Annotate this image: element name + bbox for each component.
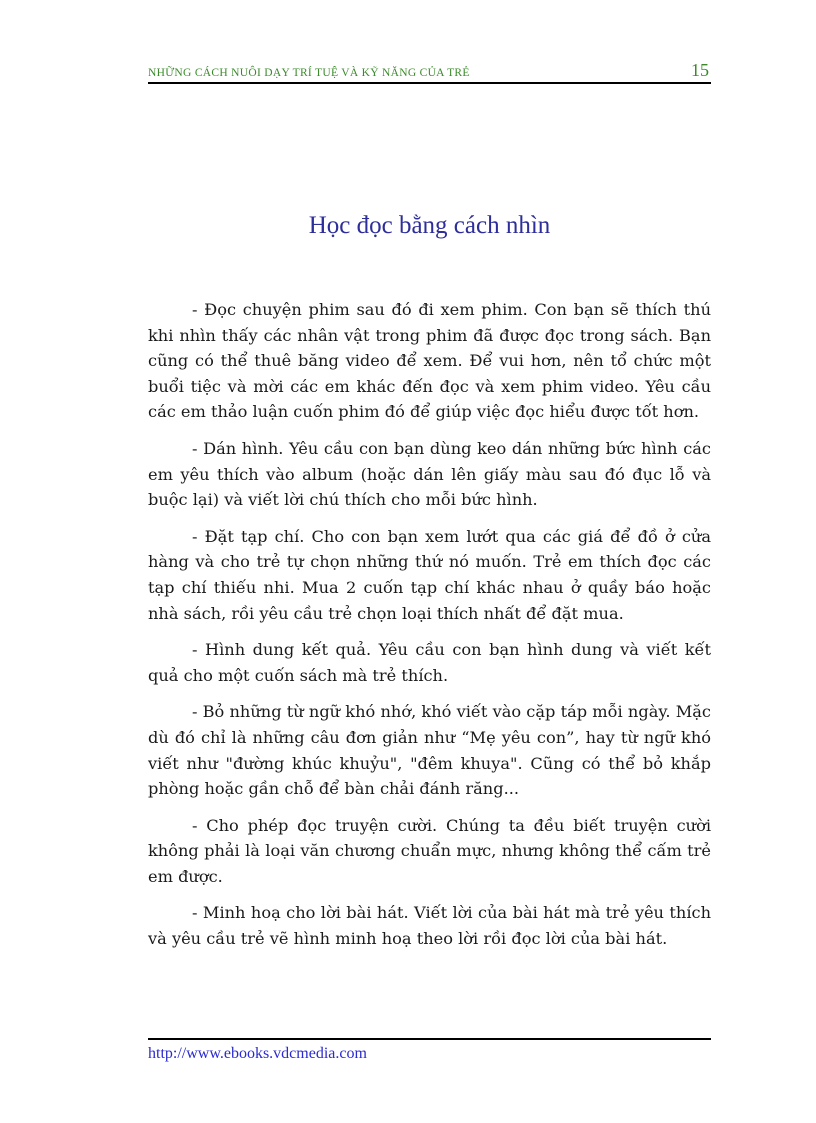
body-text xyxy=(148,297,711,963)
footer-link[interactable]: http://www.ebooks.vdcmedia.com xyxy=(148,1045,367,1062)
paragraph: - Cho phép đọc truyện cười. Chúng ta đều biết truyện cười không phải là loại văn chương chuẩn mực, nhưng không thể cấm trẻ em được. xyxy=(148,815,711,886)
paragraph: - Đặt tạp chí. Cho con bạn xem lướt qua các giá để đồ ở cửa hàng và cho trẻ tự chọn những thứ nó muốn. Trẻ em thích đọc các tạp chí thiếu nhi. Mua 2 cuốn tạp chí khác nhau ở quầy báo hoặc nhà sách, rồi yêu cầu trẻ chọn loại thích nhất để đặt mua. xyxy=(148,526,711,623)
page-number: 15 xyxy=(691,60,709,80)
section-title: Học đọc bằng cách nhìn xyxy=(308,212,551,239)
footer-divider xyxy=(148,1038,711,1040)
paragraph: - Dán hình. Yêu cầu con bạn dùng keo dán những bức hình các em yêu thích vào album (hoặc dán lên giấy màu sau đó đục lỗ và buộc lại) và viết lời chú thích cho mỗi bức hình. xyxy=(148,438,711,510)
running-header xyxy=(148,58,711,84)
book-title: NHỮNG CÁCH NUÔI DẠY TRÍ TUỆ VÀ KỸ NĂNG CỦA TRẺ xyxy=(148,67,470,79)
paragraph: - Hình dung kết quả. Yêu cầu con bạn hình dung và viết kết quả cho một cuốn sách mà trẻ thích. xyxy=(148,640,711,685)
paragraph: - Minh hoạ cho lời bài hát. Viết lời của bài hát mà trẻ yêu thích và yêu cầu trẻ vẽ hình minh hoạ theo lời rồi đọc lời của bài hát. xyxy=(148,903,711,949)
paragraph: - Đọc chuyện phim sau đó đi xem phim. Con bạn sẽ thích thú khi nhìn thấy các nhân vật trong phim đã được đọc trong sách. Bạn cũng có thể thuê băng video để xem. Để vui hơn, nên tổ chức một buổi tiệc và mời các em khác đến đọc và xem phim video. Yêu cầu các em thảo luận cuốn phim đó để giúp việc đọc hiểu được tốt hơn. xyxy=(148,300,711,422)
paragraph: - Bỏ những từ ngữ khó nhớ, khó viết vào cặp táp mỗi ngày. Mặc dù đó chỉ là những câu đơn giản như “Mẹ yêu con”, hay từ ngữ khó viết như "đường khúc khuỷu", "đêm khuya". Cũng có thể bỏ khắp phòng hoặc gần chỗ để bàn chải đánh răng... xyxy=(148,702,711,799)
